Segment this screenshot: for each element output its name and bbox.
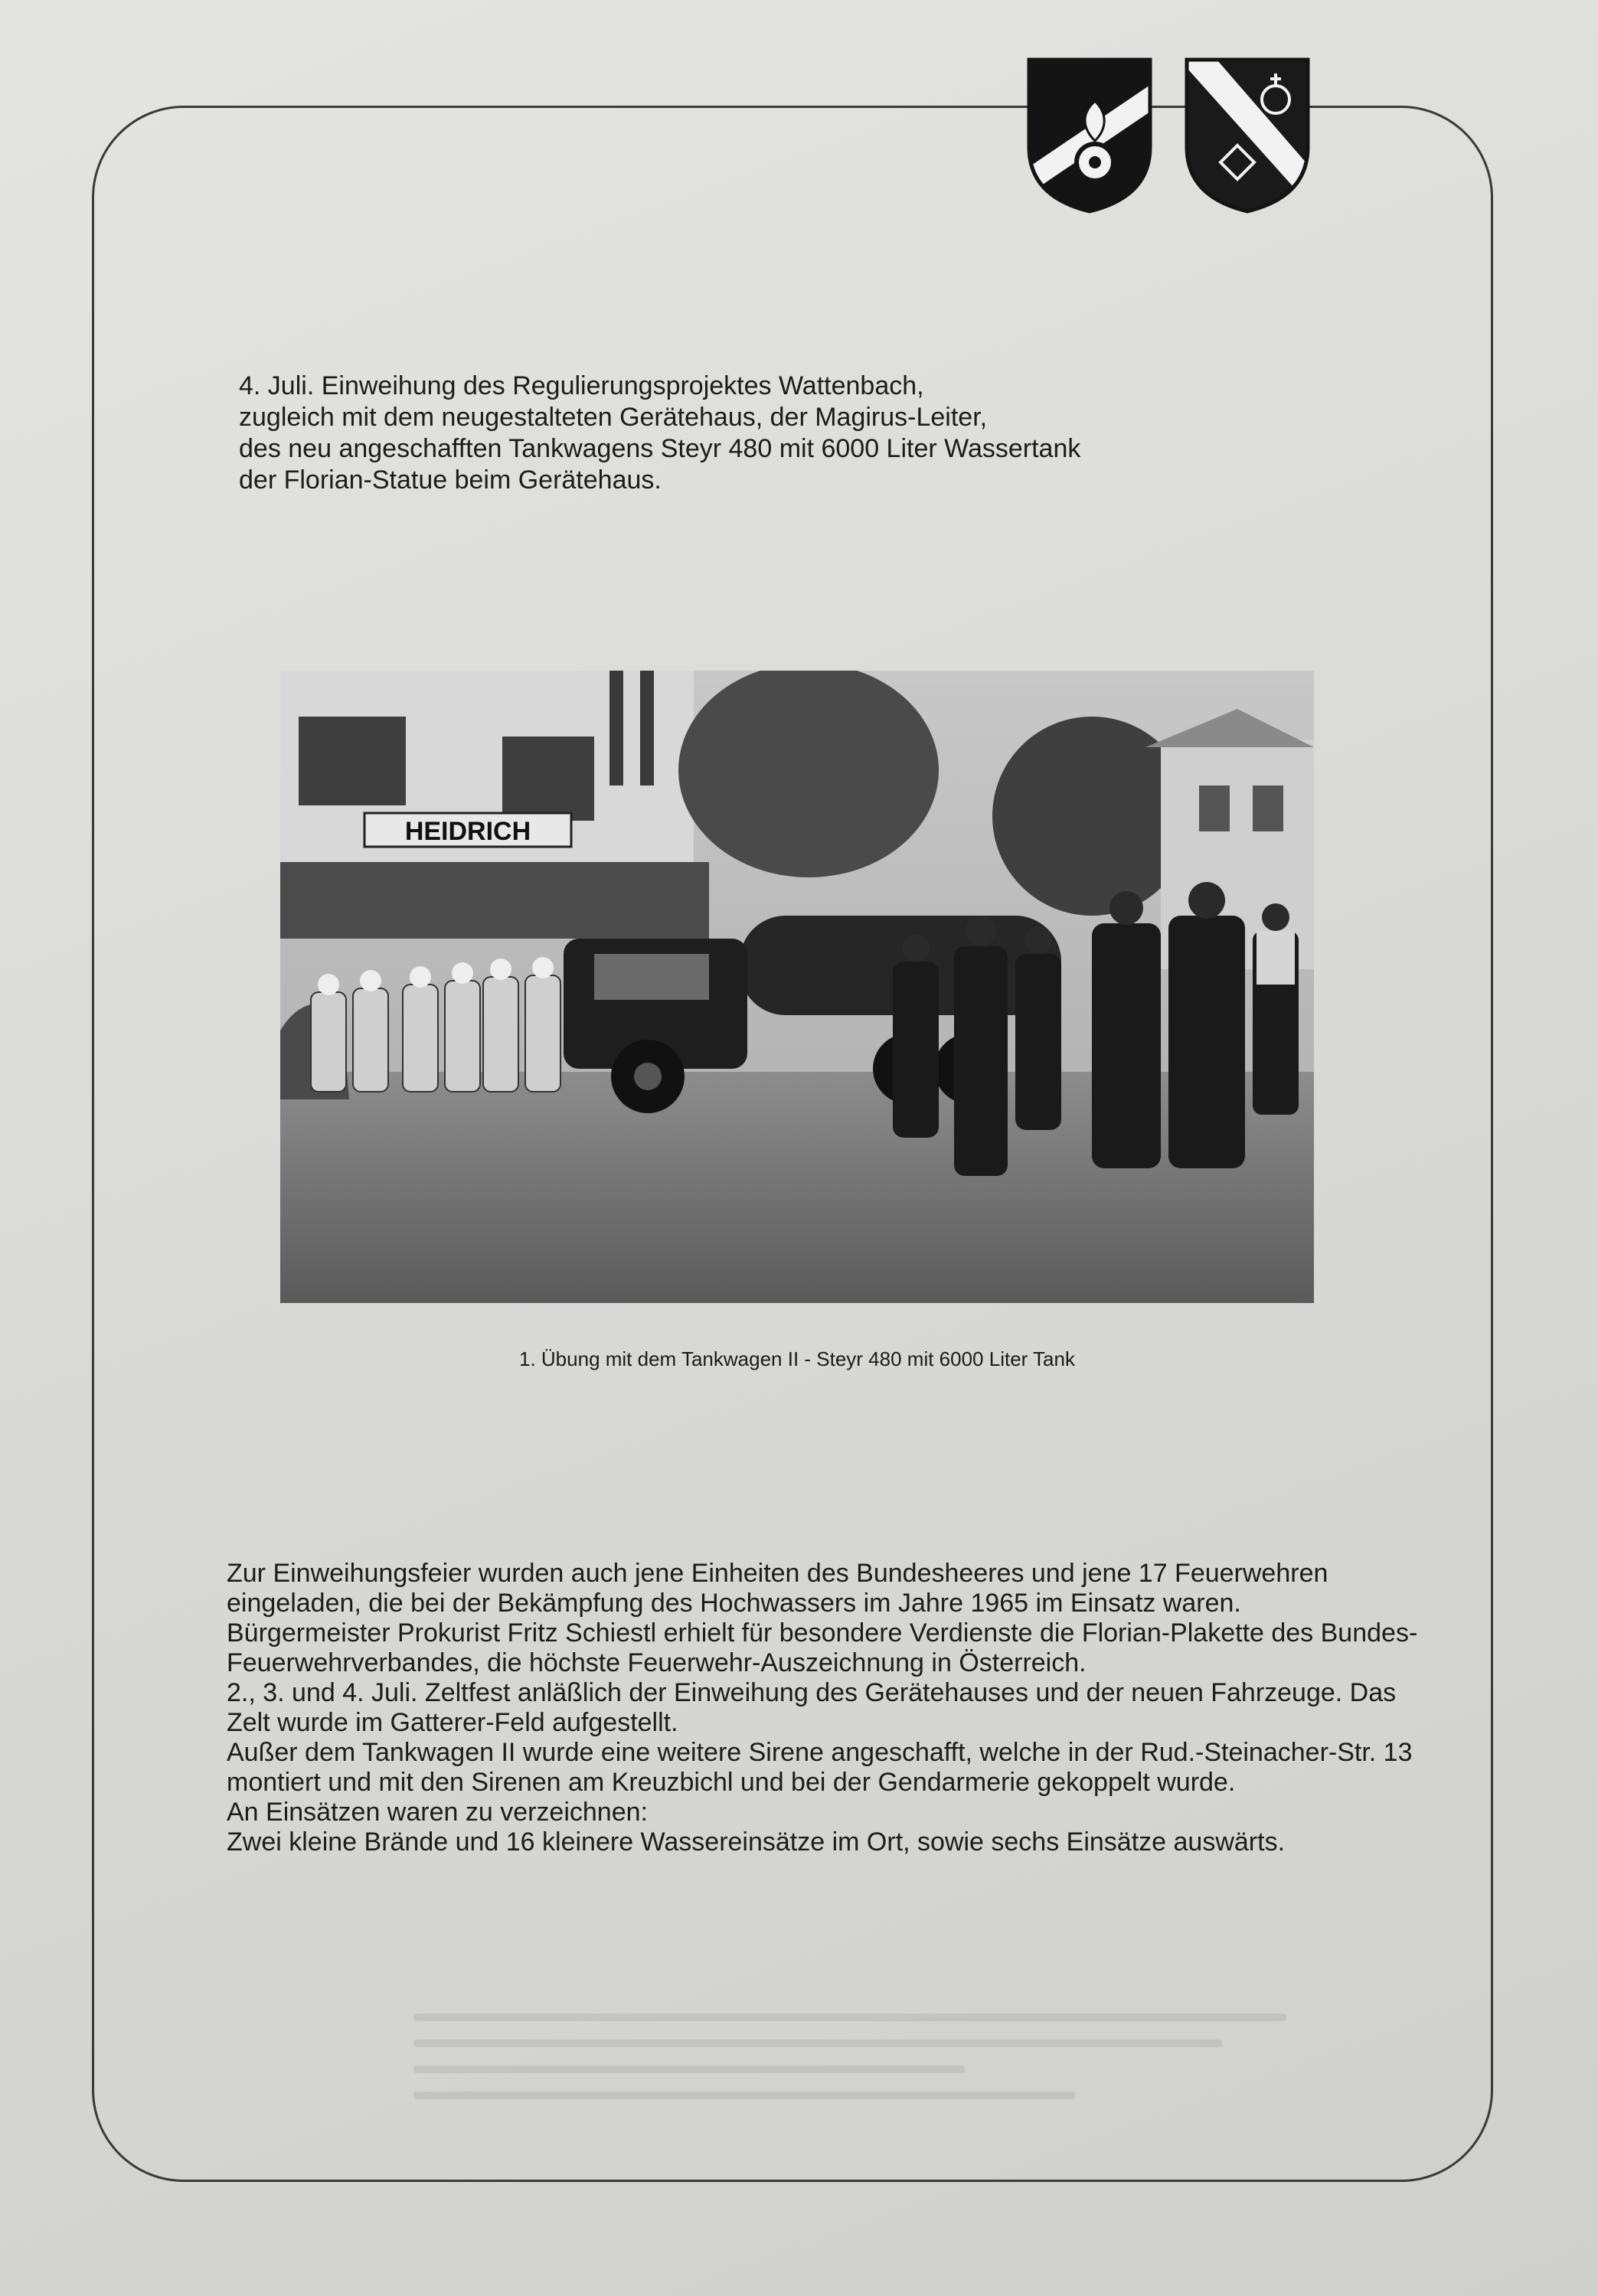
fire-brigade-crest-icon [1024,55,1155,216]
intro-line-4: der Florian-Statue beim Gerätehaus. [239,465,662,495]
paragraph-mayor-award: Bürgermeister Prokurist Fritz Schiestl erhielt für besondere Verdienste die Florian-Plakette des Bundes-Feuerwehrverbandes, die höchste Feuerwehr-Auszeichnung in Österreich. [227,1618,1418,1677]
intro-paragraph [239,371,1311,496]
municipal-crest-icon [1182,55,1312,216]
intro-line-1: 4. Juli. Einweihung des Regulierungsprojektes Wattenbach, [239,371,924,400]
intro-line-2: zugleich mit dem neugestalteten Gerätehaus, der Magirus-Leiter, [239,403,988,432]
photograph-tanker-truck [280,671,1314,1303]
paragraph-celebration: Zur Einweihungsfeier wurden auch jene Einheiten des Bundesheeres und jene 17 Feuerwehren eingeladen, die bei der Bekämpfung des Hochwassers im Jahre 1965 im Einsatz waren. [227,1559,1328,1618]
paragraph-siren: Außer dem Tankwagen II wurde eine weitere Sirene angeschafft, welche in der Rud.-Steinacher-Str. 13 montiert und mit den Sirenen am Kreuzbichl und bei der Gendarmerie gekoppelt wurde. [227,1738,1413,1797]
reverse-side-bleed-through [413,2013,1332,2136]
shop-sign: HEIDRICH [404,817,531,846]
paragraph-operations-heading: An Einsätzen waren zu verzeichnen: [227,1798,648,1827]
paragraph-tent-festival: 2., 3. und 4. Juli. Zeltfest anläßlich der Einweihung des Gerätehauses und der neuen Fahrzeuge. Das Zelt wurde im Gatterer-Feld aufgestellt. [227,1678,1397,1737]
intro-line-3: des neu angeschafften Tankwagens Steyr 480 mit 6000 Liter Wassertank [239,434,1081,463]
photo-caption: 1. Übung mit dem Tankwagen II - Steyr 480 mit 6000 Liter Tank [519,1347,1075,1370]
body-text [227,1559,1433,1857]
paragraph-operations: Zwei kleine Brände und 16 kleinere Wassereinsätze im Ort, sowie sechs Einsätze auswärts. [227,1827,1286,1857]
